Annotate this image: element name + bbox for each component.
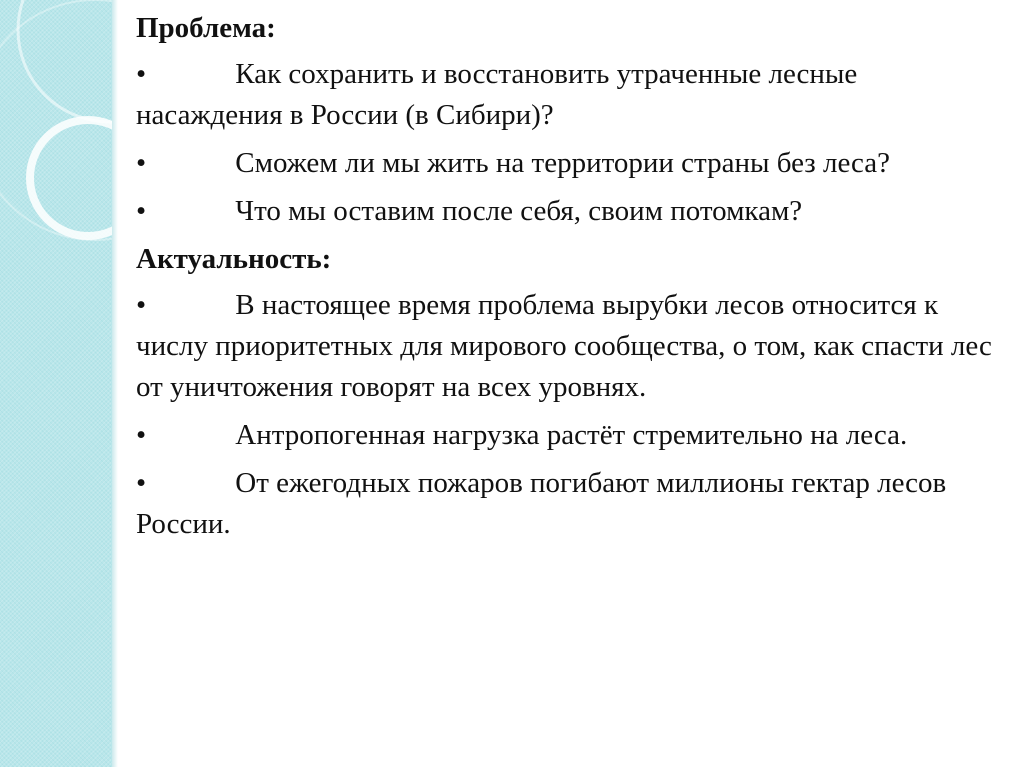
list-item [136, 285, 1004, 408]
item-text: Как сохранить и восстановить утраченные лесные насаждения в России (в Сибири)? [136, 58, 858, 131]
list-item [136, 463, 1004, 545]
bullet: • [136, 467, 147, 499]
ring-bold [30, 120, 112, 236]
heading-problem: Проблема: [136, 12, 276, 44]
item-text: В настоящее время проблема вырубки лесов относится к числу приоритетных для мирового сообщества, о том, как спасти лес от уничтожения говорят на всех уровнях. [136, 289, 992, 403]
item-text: От ежегодных пожаров погибают миллионы гектар лесов России. [136, 467, 947, 540]
decorative-side-panel [0, 0, 112, 767]
list-item [136, 143, 1004, 184]
panel-edge-shadow [112, 0, 118, 767]
item-text: Антропогенная нагрузка растёт стремительно на леса. [235, 419, 908, 451]
bullet: • [136, 289, 147, 321]
item-text: Сможем ли мы жить на территории страны без леса? [235, 147, 891, 179]
bullet: • [136, 58, 147, 90]
slide-content [136, 8, 1004, 552]
list-item [136, 54, 1004, 136]
list-item [136, 415, 1004, 456]
decorative-rings [0, 0, 112, 767]
bullet: • [136, 195, 147, 227]
list-item [136, 191, 1004, 232]
bullet: • [136, 147, 147, 179]
bullet: • [136, 419, 147, 451]
item-text: Что мы оставим после себя, своим потомкам? [235, 195, 803, 227]
heading-relevance: Актуальность: [136, 243, 332, 275]
